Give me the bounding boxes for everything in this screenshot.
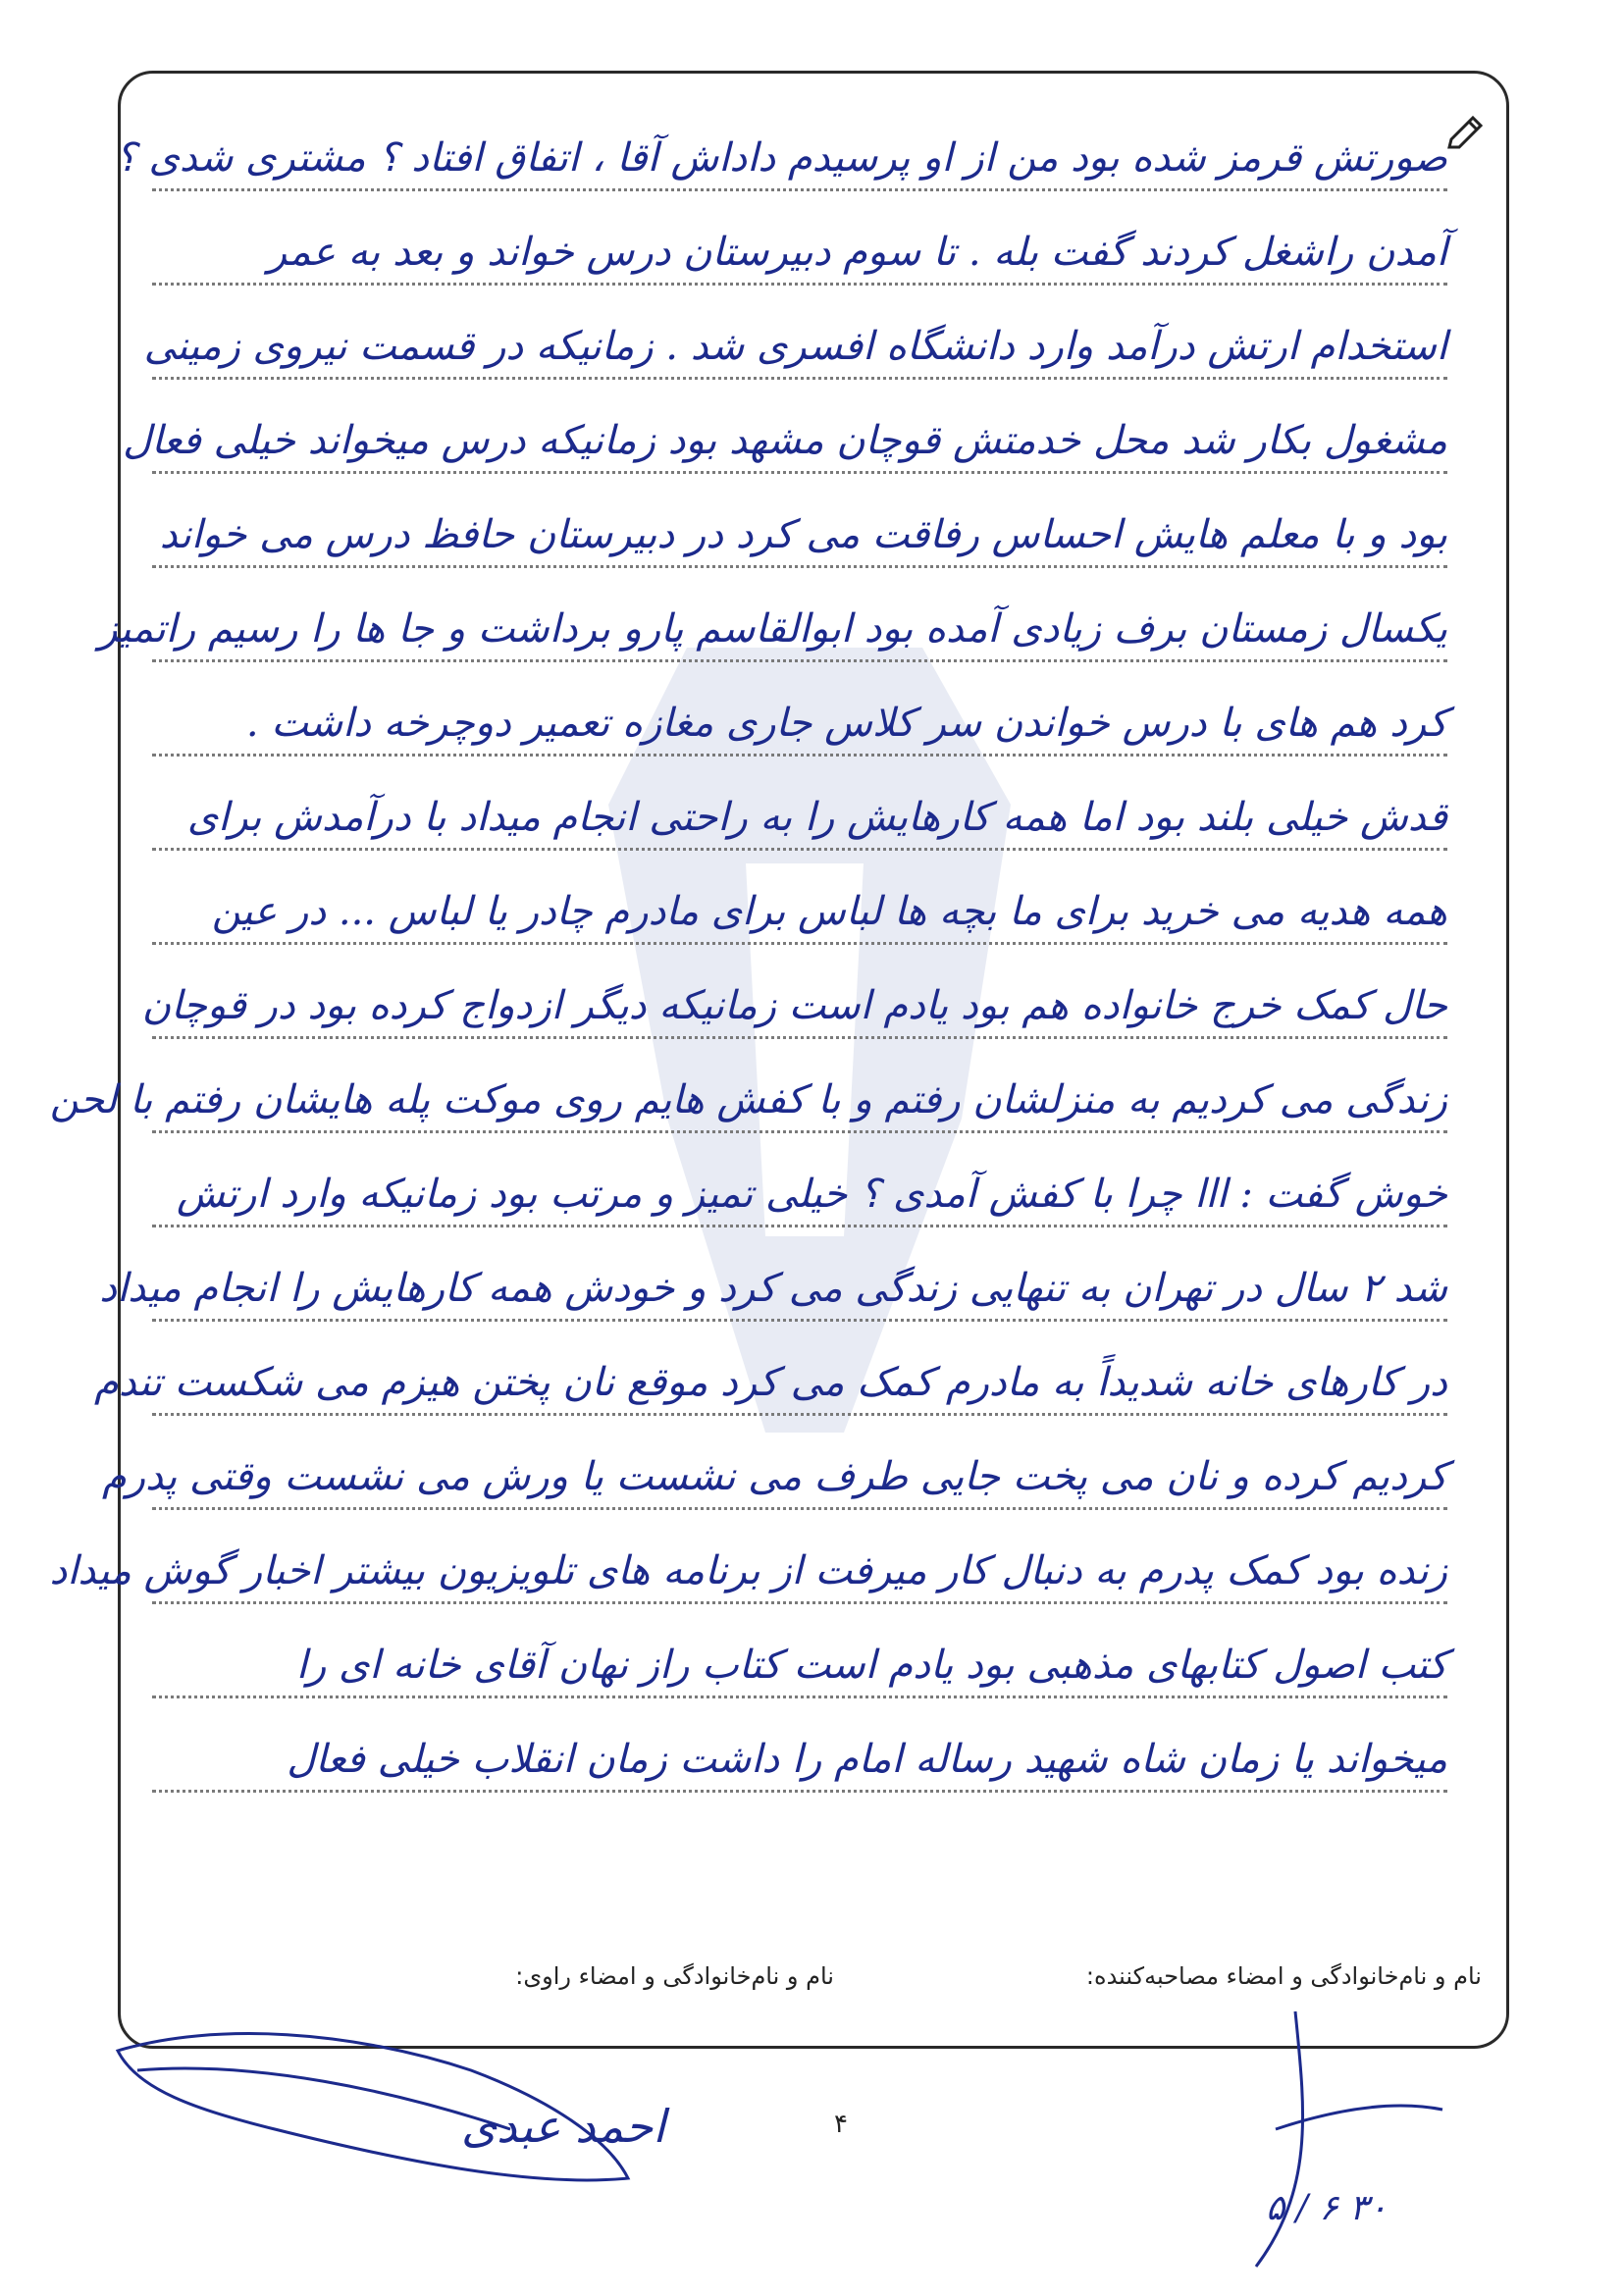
page-number: ۴ xyxy=(834,2110,848,2139)
line-text: کردیم کرده و نان می پخت جایی طرف می نشست یا ورش می نشست وقتی پدرم xyxy=(102,1454,1447,1499)
handwriting-line xyxy=(94,1319,1447,1416)
line-text: بود و با معلم هایش احساس رفاقت می کرد در دبیرستان حافظ درس می خواند xyxy=(159,512,1447,557)
handwriting-line xyxy=(152,471,1447,568)
line-text: کرد هم های با درس خواندن سر کلاس جاری مغازه تعمیر دوچرخه داشت . xyxy=(245,701,1447,746)
line-text: زنده بود کمک پدرم به دنبال کار میرفت از برنامه های تلویزیون بیشتر اخبار گوش میداد xyxy=(49,1548,1447,1593)
handwriting-line xyxy=(115,94,1447,191)
handwriting-line xyxy=(152,1696,1447,1793)
line-text: کتب اصول کتابهای مذهبی بود یادم است کتاب راز نهان آقای خانه ای را xyxy=(295,1643,1447,1688)
line-text: خوش گفت : ااا چرا با کفش آمدی ؟ خیلی تمیز و مرتب بود زمانیکه وارد ارتش xyxy=(177,1172,1447,1217)
handwriting-line xyxy=(141,942,1447,1039)
handwriting-line xyxy=(102,1413,1447,1510)
handwriting-line xyxy=(152,659,1447,757)
handwriting-line xyxy=(99,1225,1447,1322)
line-text: آمدن راشغل کردند گفت بله . تا سوم دبیرستان درس خواند و بعد به عمر xyxy=(267,230,1447,275)
handwriting-line xyxy=(152,1130,1447,1227)
line-text: یکسال زمستان برف زیادی آمده بود ابوالقاسم پارو برداشت و جا ها را رسیم راتمیز xyxy=(98,606,1447,652)
line-text: میخواند یا زمان شاه شهید رساله امام را داشت زمان انقلاب خیلی فعال xyxy=(287,1737,1447,1782)
narrator-label: نام و نام‌خانوادگی و امضاء راوی: xyxy=(515,1962,834,1990)
line-text: مشغول بکار شد محل خدمتش قوچان مشهد بود زمانیکه درس میخواند خیلی فعال xyxy=(123,418,1447,463)
line-text: حال کمک خرج خانواده هم بود یادم است زمانیکه دیگر ازدواج کرده بود در قوچان xyxy=(141,983,1447,1028)
handwriting-line xyxy=(143,283,1447,380)
line-text: صورتش قرمز شده بود من از او پرسیدم داداش آقا ، اتفاق افتاد ؟ مشتری شدی ؟ xyxy=(115,135,1447,181)
handwriting-line xyxy=(98,565,1447,662)
interviewer-label: نام و نام‌خانوادگی و امضاء مصاحبه‌کننده: xyxy=(1085,1962,1482,1990)
line-text: همه هدیه می خرید برای ما بچه ها لباس برای مادرم چادر یا لباس ... در عین xyxy=(211,889,1447,934)
line-text: در کارهای خانه شدیداً به مادرم کمک می کرد موقع نان پختن هیزم می شکست تندم xyxy=(94,1360,1447,1405)
handwriting-line xyxy=(152,188,1447,286)
interviewer-signature-marks: ۵ / ۶ ۳۰ xyxy=(1266,2188,1388,2228)
line-text: قدش خیلی بلند بود اما همه کارهایش را به راحتی انجام میداد با درآمدش برای xyxy=(186,795,1447,840)
line-text: شد ۲ سال در تهران به تنهایی زندگی می کرد و خودش همه کارهایش را انجام میداد xyxy=(99,1266,1447,1311)
handwriting-line xyxy=(49,1036,1447,1133)
handwriting-line xyxy=(123,377,1447,474)
pencil-icon xyxy=(1447,110,1487,149)
handwriting-line xyxy=(152,754,1447,851)
handwriting-line xyxy=(152,848,1447,945)
line-text: زندگی می کردیم به منزلشان رفتم و با کفش هایم روی موکت پله هایشان رفتم با لحن xyxy=(49,1077,1447,1122)
handwriting-line xyxy=(152,1601,1447,1698)
interviewer-signature-scribble xyxy=(1217,1992,1462,2286)
line-text: استخدام ارتش درآمد وارد دانشگاه افسری شد . زمانیکه در قسمت نیروی زمینی xyxy=(143,324,1447,369)
handwriting-line xyxy=(49,1507,1447,1604)
narrator-signature: احمد عبدی xyxy=(461,2100,666,2153)
